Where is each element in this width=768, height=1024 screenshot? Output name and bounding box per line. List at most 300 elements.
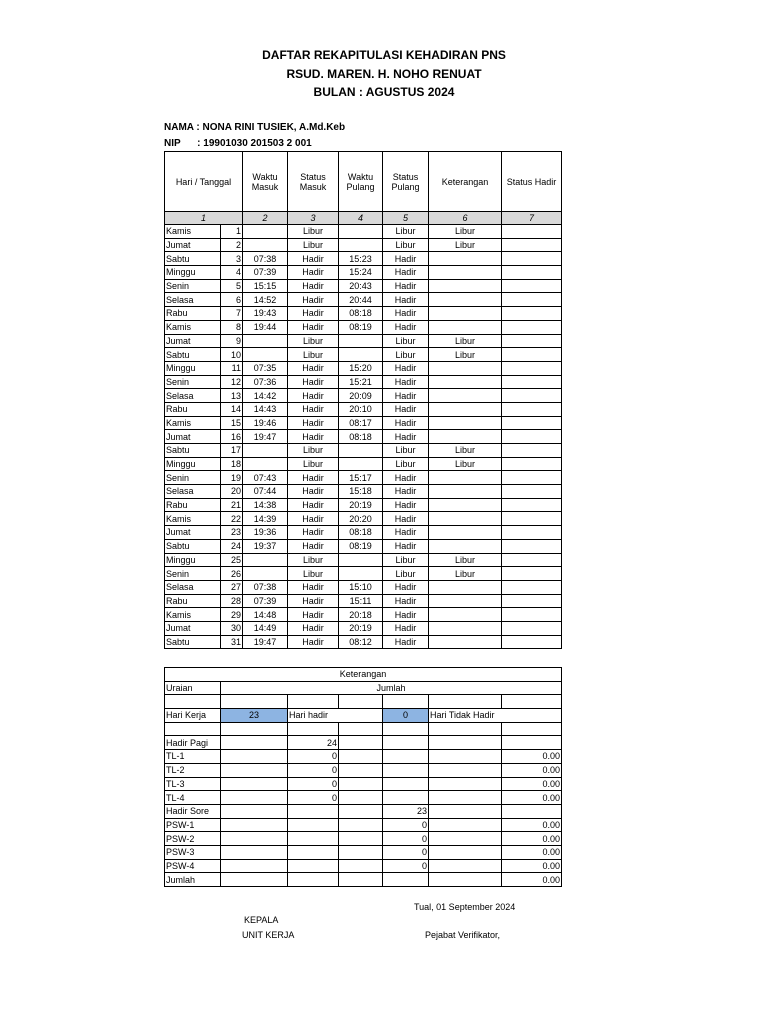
keterangan: Libur [429,334,502,348]
day-name: Sabtu [165,635,221,649]
day-name: Selasa [165,580,221,594]
day-number: 12 [221,375,243,389]
day-number: 20 [221,485,243,499]
employee-name: NAMA : NONA RINI TUSIEK, A.Md.Keb [164,122,346,133]
keterangan: Libur [429,238,502,252]
keterangan [429,539,502,553]
waktu-pulang: 08:17 [339,416,383,430]
waktu-masuk: 07:35 [243,361,288,375]
summary-item-label: PSW-2 [165,832,221,846]
summary-item-label: TL-4 [165,791,221,805]
day-number: 21 [221,498,243,512]
day-name: Senin [165,279,221,293]
summary-item-label: PSW-1 [165,818,221,832]
summary-item-total: 0.00 [502,750,562,764]
attendance-row [165,594,562,608]
day-number: 11 [221,361,243,375]
summary-item-total: 0.00 [502,832,562,846]
summary-item-total: 0.00 [502,763,562,777]
status-hadir [502,553,562,567]
attendance-row [165,416,562,430]
keterangan [429,498,502,512]
status-masuk: Libur [288,348,339,362]
attendance-row [165,567,562,581]
day-number: 14 [221,402,243,416]
waktu-pulang: 08:19 [339,539,383,553]
keterangan [429,266,502,280]
status-hadir [502,526,562,540]
status-masuk: Libur [288,334,339,348]
title-line-2: RSUD. MAREN. H. NOHO RENUAT [286,67,482,81]
status-masuk: Libur [288,238,339,252]
status-masuk: Hadir [288,375,339,389]
status-pulang: Hadir [383,485,429,499]
summary-item-label: TL-3 [165,777,221,791]
waktu-pulang [339,567,383,581]
attendance-table [164,151,562,649]
status-pulang: Hadir [383,526,429,540]
summary-item-count: 0 [383,845,429,859]
status-masuk: Hadir [288,252,339,266]
keterangan [429,526,502,540]
status-masuk: Hadir [288,266,339,280]
summary-row [165,832,562,846]
summary-item-count: 0 [288,750,339,764]
day-number: 3 [221,252,243,266]
waktu-pulang: 20:10 [339,402,383,416]
status-hadir [502,444,562,458]
day-name: Selasa [165,293,221,307]
status-pulang: Hadir [383,580,429,594]
summary-item-count: 0 [383,832,429,846]
column-number-row [165,212,562,225]
hari-kerja-value: 23 [221,709,288,723]
day-number: 18 [221,457,243,471]
day-number: 6 [221,293,243,307]
col-number: 2 [243,212,288,225]
status-hadir [502,457,562,471]
attendance-row [165,539,562,553]
keterangan [429,485,502,499]
waktu-pulang: 15:24 [339,266,383,280]
waktu-masuk: 19:36 [243,526,288,540]
waktu-masuk: 14:52 [243,293,288,307]
status-hadir [502,539,562,553]
status-hadir [502,361,562,375]
attendance-row [165,498,562,512]
col-number: 6 [429,212,502,225]
status-masuk: Hadir [288,621,339,635]
status-pulang: Hadir [383,471,429,485]
day-name: Sabtu [165,252,221,266]
summary-item-total: 0.00 [502,791,562,805]
waktu-pulang: 08:18 [339,430,383,444]
summary-row [165,763,562,777]
keterangan [429,512,502,526]
day-number: 4 [221,266,243,280]
status-masuk: Hadir [288,416,339,430]
status-pulang: Hadir [383,266,429,280]
day-number: 22 [221,512,243,526]
summary-item-total: 0.00 [502,777,562,791]
waktu-masuk: 19:47 [243,430,288,444]
keterangan [429,307,502,321]
waktu-masuk [243,553,288,567]
summary-item-label: TL-1 [165,750,221,764]
summary-row [165,791,562,805]
waktu-pulang [339,334,383,348]
status-hadir [502,279,562,293]
attendance-row [165,266,562,280]
day-number: 27 [221,580,243,594]
keterangan [429,580,502,594]
attendance-row [165,279,562,293]
status-masuk: Libur [288,567,339,581]
status-hadir [502,293,562,307]
status-pulang: Hadir [383,252,429,266]
day-name: Jumat [165,430,221,444]
status-masuk: Libur [288,553,339,567]
waktu-pulang: 20:19 [339,498,383,512]
attendance-row [165,293,562,307]
waktu-pulang [339,238,383,252]
day-number: 23 [221,526,243,540]
status-pulang: Libur [383,238,429,252]
status-pulang: Hadir [383,416,429,430]
status-hadir [502,334,562,348]
waktu-pulang: 15:23 [339,252,383,266]
status-masuk: Hadir [288,361,339,375]
attendance-row [165,471,562,485]
waktu-masuk [243,444,288,458]
employee-nip: NIP : 19901030 201503 2 001 [164,138,312,149]
status-pulang: Hadir [383,361,429,375]
day-number: 1 [221,225,243,239]
hadir-sore-value: 23 [383,804,429,818]
status-hadir [502,225,562,239]
waktu-pulang: 08:19 [339,320,383,334]
summary-item-total: 0.00 [502,859,562,873]
day-name: Kamis [165,512,221,526]
waktu-pulang: 20:19 [339,621,383,635]
status-masuk: Hadir [288,608,339,622]
attendance-row [165,485,562,499]
day-name: Rabu [165,402,221,416]
status-hadir [502,320,562,334]
header-row [165,152,562,212]
status-pulang: Libur [383,348,429,362]
waktu-pulang: 08:12 [339,635,383,649]
day-name: Kamis [165,416,221,430]
status-pulang: Libur [383,334,429,348]
day-number: 15 [221,416,243,430]
waktu-masuk: 07:44 [243,485,288,499]
keterangan [429,361,502,375]
status-hadir [502,416,562,430]
waktu-pulang: 15:21 [339,375,383,389]
status-hadir [502,389,562,403]
day-name: Sabtu [165,539,221,553]
status-pulang: Hadir [383,498,429,512]
title-line-1: DAFTAR REKAPITULASI KEHADIRAN PNS [262,48,506,62]
summary-item-count: 0 [288,763,339,777]
status-hadir [502,512,562,526]
status-pulang: Hadir [383,320,429,334]
header-status-pulang: Status Pulang [383,152,429,212]
day-number: 24 [221,539,243,553]
hari-hadir-label: Hari hadir [288,709,383,723]
status-hadir [502,580,562,594]
unit-kerja-label: UNIT KERJA [242,930,295,940]
waktu-pulang: 15:17 [339,471,383,485]
jumlah-label: Jumlah [165,873,221,887]
waktu-masuk: 19:37 [243,539,288,553]
day-name: Minggu [165,266,221,280]
status-masuk: Libur [288,225,339,239]
attendance-row [165,580,562,594]
status-hadir [502,498,562,512]
keterangan [429,608,502,622]
attendance-row [165,348,562,362]
day-name: Minggu [165,457,221,471]
status-hadir [502,471,562,485]
summary-item-count: 0 [383,818,429,832]
status-pulang: Hadir [383,621,429,635]
waktu-pulang: 20:43 [339,279,383,293]
status-masuk: Libur [288,457,339,471]
status-hadir [502,266,562,280]
attendance-row [165,608,562,622]
waktu-masuk: 07:38 [243,252,288,266]
keterangan [429,635,502,649]
day-name: Senin [165,375,221,389]
waktu-masuk [243,457,288,471]
attendance-row [165,526,562,540]
header-status-masuk: Status Masuk [288,152,339,212]
summary-row [165,750,562,764]
summary-uraian-label: Uraian [165,681,221,695]
status-masuk: Hadir [288,539,339,553]
status-pulang: Hadir [383,402,429,416]
keterangan [429,594,502,608]
hari-kerja-label: Hari Kerja [165,709,221,723]
attendance-row [165,621,562,635]
status-masuk: Hadir [288,471,339,485]
status-masuk: Hadir [288,512,339,526]
day-number: 16 [221,430,243,444]
keterangan [429,430,502,444]
waktu-pulang [339,553,383,567]
day-name: Rabu [165,307,221,321]
kepala-label: KEPALA [244,915,279,925]
waktu-pulang [339,444,383,458]
attendance-row [165,402,562,416]
day-number: 7 [221,307,243,321]
keterangan [429,293,502,307]
status-hadir [502,238,562,252]
status-hadir [502,307,562,321]
summary-item-count: 0 [288,791,339,805]
day-number: 13 [221,389,243,403]
waktu-masuk: 19:46 [243,416,288,430]
attendance-row [165,334,562,348]
summary-item-total: 0.00 [502,818,562,832]
waktu-pulang: 08:18 [339,307,383,321]
hadir-sore-label: Hadir Sore [165,804,221,818]
waktu-masuk: 14:38 [243,498,288,512]
summary-row [165,845,562,859]
status-pulang: Libur [383,457,429,471]
status-pulang: Hadir [383,293,429,307]
day-number: 10 [221,348,243,362]
col-number: 1 [165,212,243,225]
attendance-row [165,225,562,239]
status-pulang: Libur [383,444,429,458]
summary-item-label: TL-2 [165,763,221,777]
day-name: Kamis [165,225,221,239]
status-hadir [502,594,562,608]
waktu-masuk [243,348,288,362]
jumlah-value: 0.00 [502,873,562,887]
summary-item-total: 0.00 [502,845,562,859]
waktu-pulang [339,348,383,362]
keterangan: Libur [429,444,502,458]
status-pulang: Hadir [383,635,429,649]
status-hadir [502,567,562,581]
attendance-row [165,307,562,321]
day-name: Kamis [165,608,221,622]
day-number: 17 [221,444,243,458]
waktu-masuk [243,567,288,581]
status-masuk: Hadir [288,526,339,540]
status-pulang: Hadir [383,539,429,553]
verifikator-label: Pejabat Verifikator, [425,930,501,940]
keterangan: Libur [429,225,502,239]
summary-row [165,818,562,832]
day-number: 25 [221,553,243,567]
day-name: Jumat [165,621,221,635]
day-name: Jumat [165,238,221,252]
status-hadir [502,485,562,499]
attendance-row [165,553,562,567]
signature-date: Tual, 01 September 2024 [414,902,516,912]
attendance-row [165,361,562,375]
waktu-pulang [339,225,383,239]
summary-item-count: 0 [288,777,339,791]
waktu-pulang: 08:18 [339,526,383,540]
summary-table [164,667,562,887]
keterangan [429,375,502,389]
summary-jumlah-header: Jumlah [221,681,562,695]
status-masuk: Hadir [288,485,339,499]
waktu-masuk: 07:38 [243,580,288,594]
attendance-row [165,444,562,458]
waktu-masuk: 14:48 [243,608,288,622]
waktu-pulang: 20:44 [339,293,383,307]
hadir-value: 0 [383,709,429,723]
day-name: Kamis [165,320,221,334]
keterangan [429,279,502,293]
col-number: 4 [339,212,383,225]
attendance-row [165,457,562,471]
waktu-masuk: 14:42 [243,389,288,403]
waktu-pulang: 20:20 [339,512,383,526]
attendance-row [165,375,562,389]
col-number: 7 [502,212,562,225]
attendance-row [165,238,562,252]
hadir-pagi-value: 24 [288,736,339,750]
day-name: Senin [165,567,221,581]
status-masuk: Hadir [288,635,339,649]
day-number: 26 [221,567,243,581]
keterangan: Libur [429,567,502,581]
keterangan [429,320,502,334]
status-hadir [502,375,562,389]
day-name: Jumat [165,334,221,348]
status-pulang: Hadir [383,279,429,293]
waktu-pulang [339,457,383,471]
hadir-pagi-label: Hadir Pagi [165,736,221,750]
day-number: 29 [221,608,243,622]
status-hadir [502,621,562,635]
status-pulang: Libur [383,567,429,581]
waktu-masuk: 15:15 [243,279,288,293]
waktu-masuk [243,238,288,252]
keterangan: Libur [429,553,502,567]
status-hadir [502,430,562,444]
status-pulang: Hadir [383,307,429,321]
header-hari-tanggal: Hari / Tanggal [165,152,243,212]
status-pulang: Libur [383,225,429,239]
waktu-masuk: 07:39 [243,594,288,608]
keterangan [429,402,502,416]
status-pulang: Hadir [383,512,429,526]
status-masuk: Libur [288,444,339,458]
summary-keterangan-header: Keterangan [165,668,562,682]
title-line-3: BULAN : AGUSTUS 2024 [313,85,455,99]
waktu-pulang: 20:09 [339,389,383,403]
waktu-pulang: 20:18 [339,608,383,622]
day-number: 8 [221,320,243,334]
status-pulang: Libur [383,553,429,567]
waktu-masuk [243,225,288,239]
waktu-masuk: 14:39 [243,512,288,526]
status-hadir [502,348,562,362]
status-masuk: Hadir [288,389,339,403]
hari-tidak-hadir-label: Hari Tidak Hadir [429,709,562,723]
waktu-masuk: 19:44 [243,320,288,334]
status-hadir [502,608,562,622]
day-number: 19 [221,471,243,485]
waktu-pulang: 15:11 [339,594,383,608]
day-name: Selasa [165,389,221,403]
day-name: Minggu [165,553,221,567]
day-name: Sabtu [165,348,221,362]
attendance-row [165,320,562,334]
keterangan: Libur [429,348,502,362]
waktu-masuk: 14:49 [243,621,288,635]
day-name: Sabtu [165,444,221,458]
day-number: 5 [221,279,243,293]
header-waktu-masuk: Waktu Masuk [243,152,288,212]
day-number: 28 [221,594,243,608]
waktu-masuk: 19:47 [243,635,288,649]
waktu-masuk: 07:36 [243,375,288,389]
summary-row [165,777,562,791]
day-number: 2 [221,238,243,252]
attendance-row [165,389,562,403]
day-name: Selasa [165,485,221,499]
